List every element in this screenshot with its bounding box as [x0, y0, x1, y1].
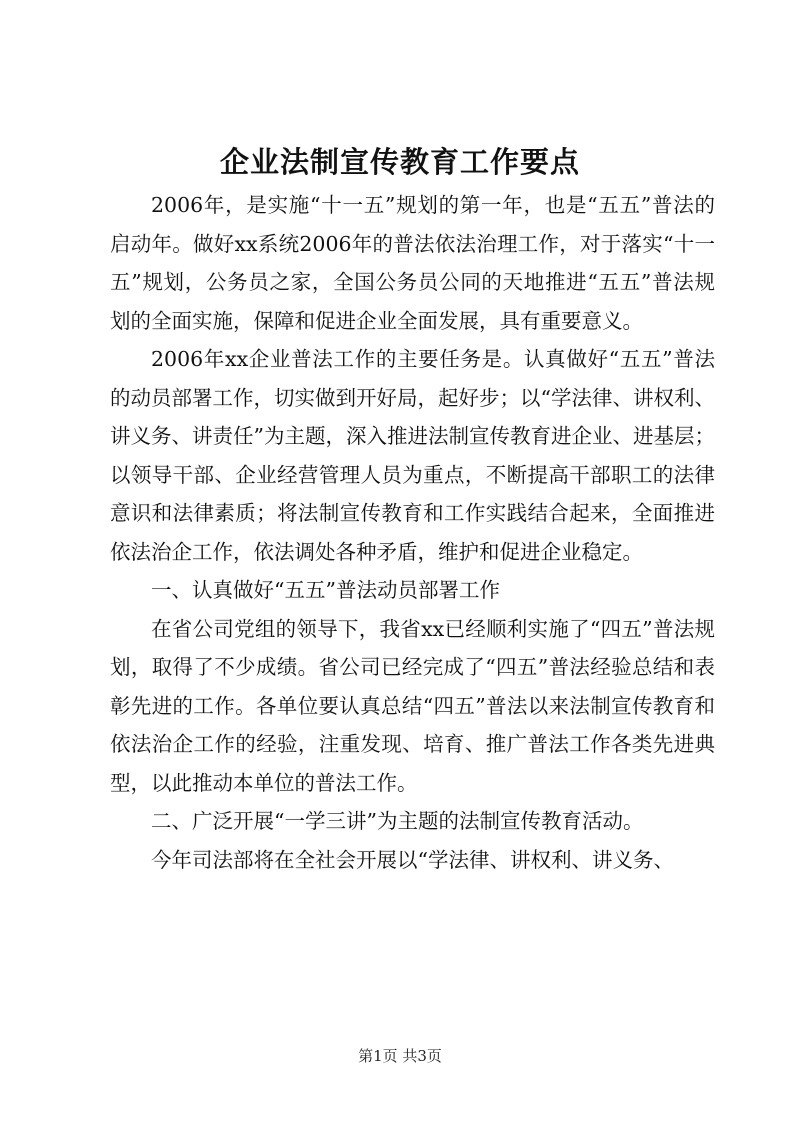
paragraph-section-1: 在省公司党组的领导下，我省xx已经顺利实施了“四五”普法规划，取得了不少成绩。省公司已经完成了“四五”普法经验总结和表彰先进的工作。各单位要认真总结“四五”普法以来法制宣传教育和依法治企工作的经验，注重发现、培育、推广普法工作各类先进典型，以此推动本单位的普法工作。 — [110, 616, 715, 795]
page-number-footer: 第1页 共3页 — [358, 1047, 442, 1065]
paragraph-section-2: 今年司法部将在全社会开展以“学法律、讲权利、讲义务、 — [151, 847, 674, 872]
paragraph-intro: 2006年，是实施“十一五”规划的第一年，也是“五五”普法的启动年。做好xx系统2006年的普法依法治理工作，对于落实“十一五”规划，公务员之家，全国公务员公同的天地推进“五五”普法规划的全面实施，保障和促进企业全面发展，具有重要意义。 — [110, 193, 715, 333]
section-heading-1: 一、认真做好“五五”普法动员部署工作 — [151, 578, 500, 602]
paragraph-main-tasks: 2006年xx企业普法工作的主要任务是。认真做好“五五”普法的动员部署工作，切实做到开好局，起好步；以“学法律、讲权利、讲义务、讲责任”为主题，深入推进法制宣传教育进企业、进基层；以领导干部、企业经营管理人员为重点，不断提高干部职工的法律意识和法律素质；将法制宣传教育和工作实践结合起来，全面推进依法治企工作，依法调处各种矛盾，维护和促进企业稳定。 — [110, 347, 715, 564]
document-title: 企业法制宣传教育工作要点 — [219, 145, 580, 179]
section-heading-2: 二、广泛开展“一学三讲”为主题的法制宣传教育活动。 — [151, 809, 644, 833]
document-body — [110, 186, 715, 879]
